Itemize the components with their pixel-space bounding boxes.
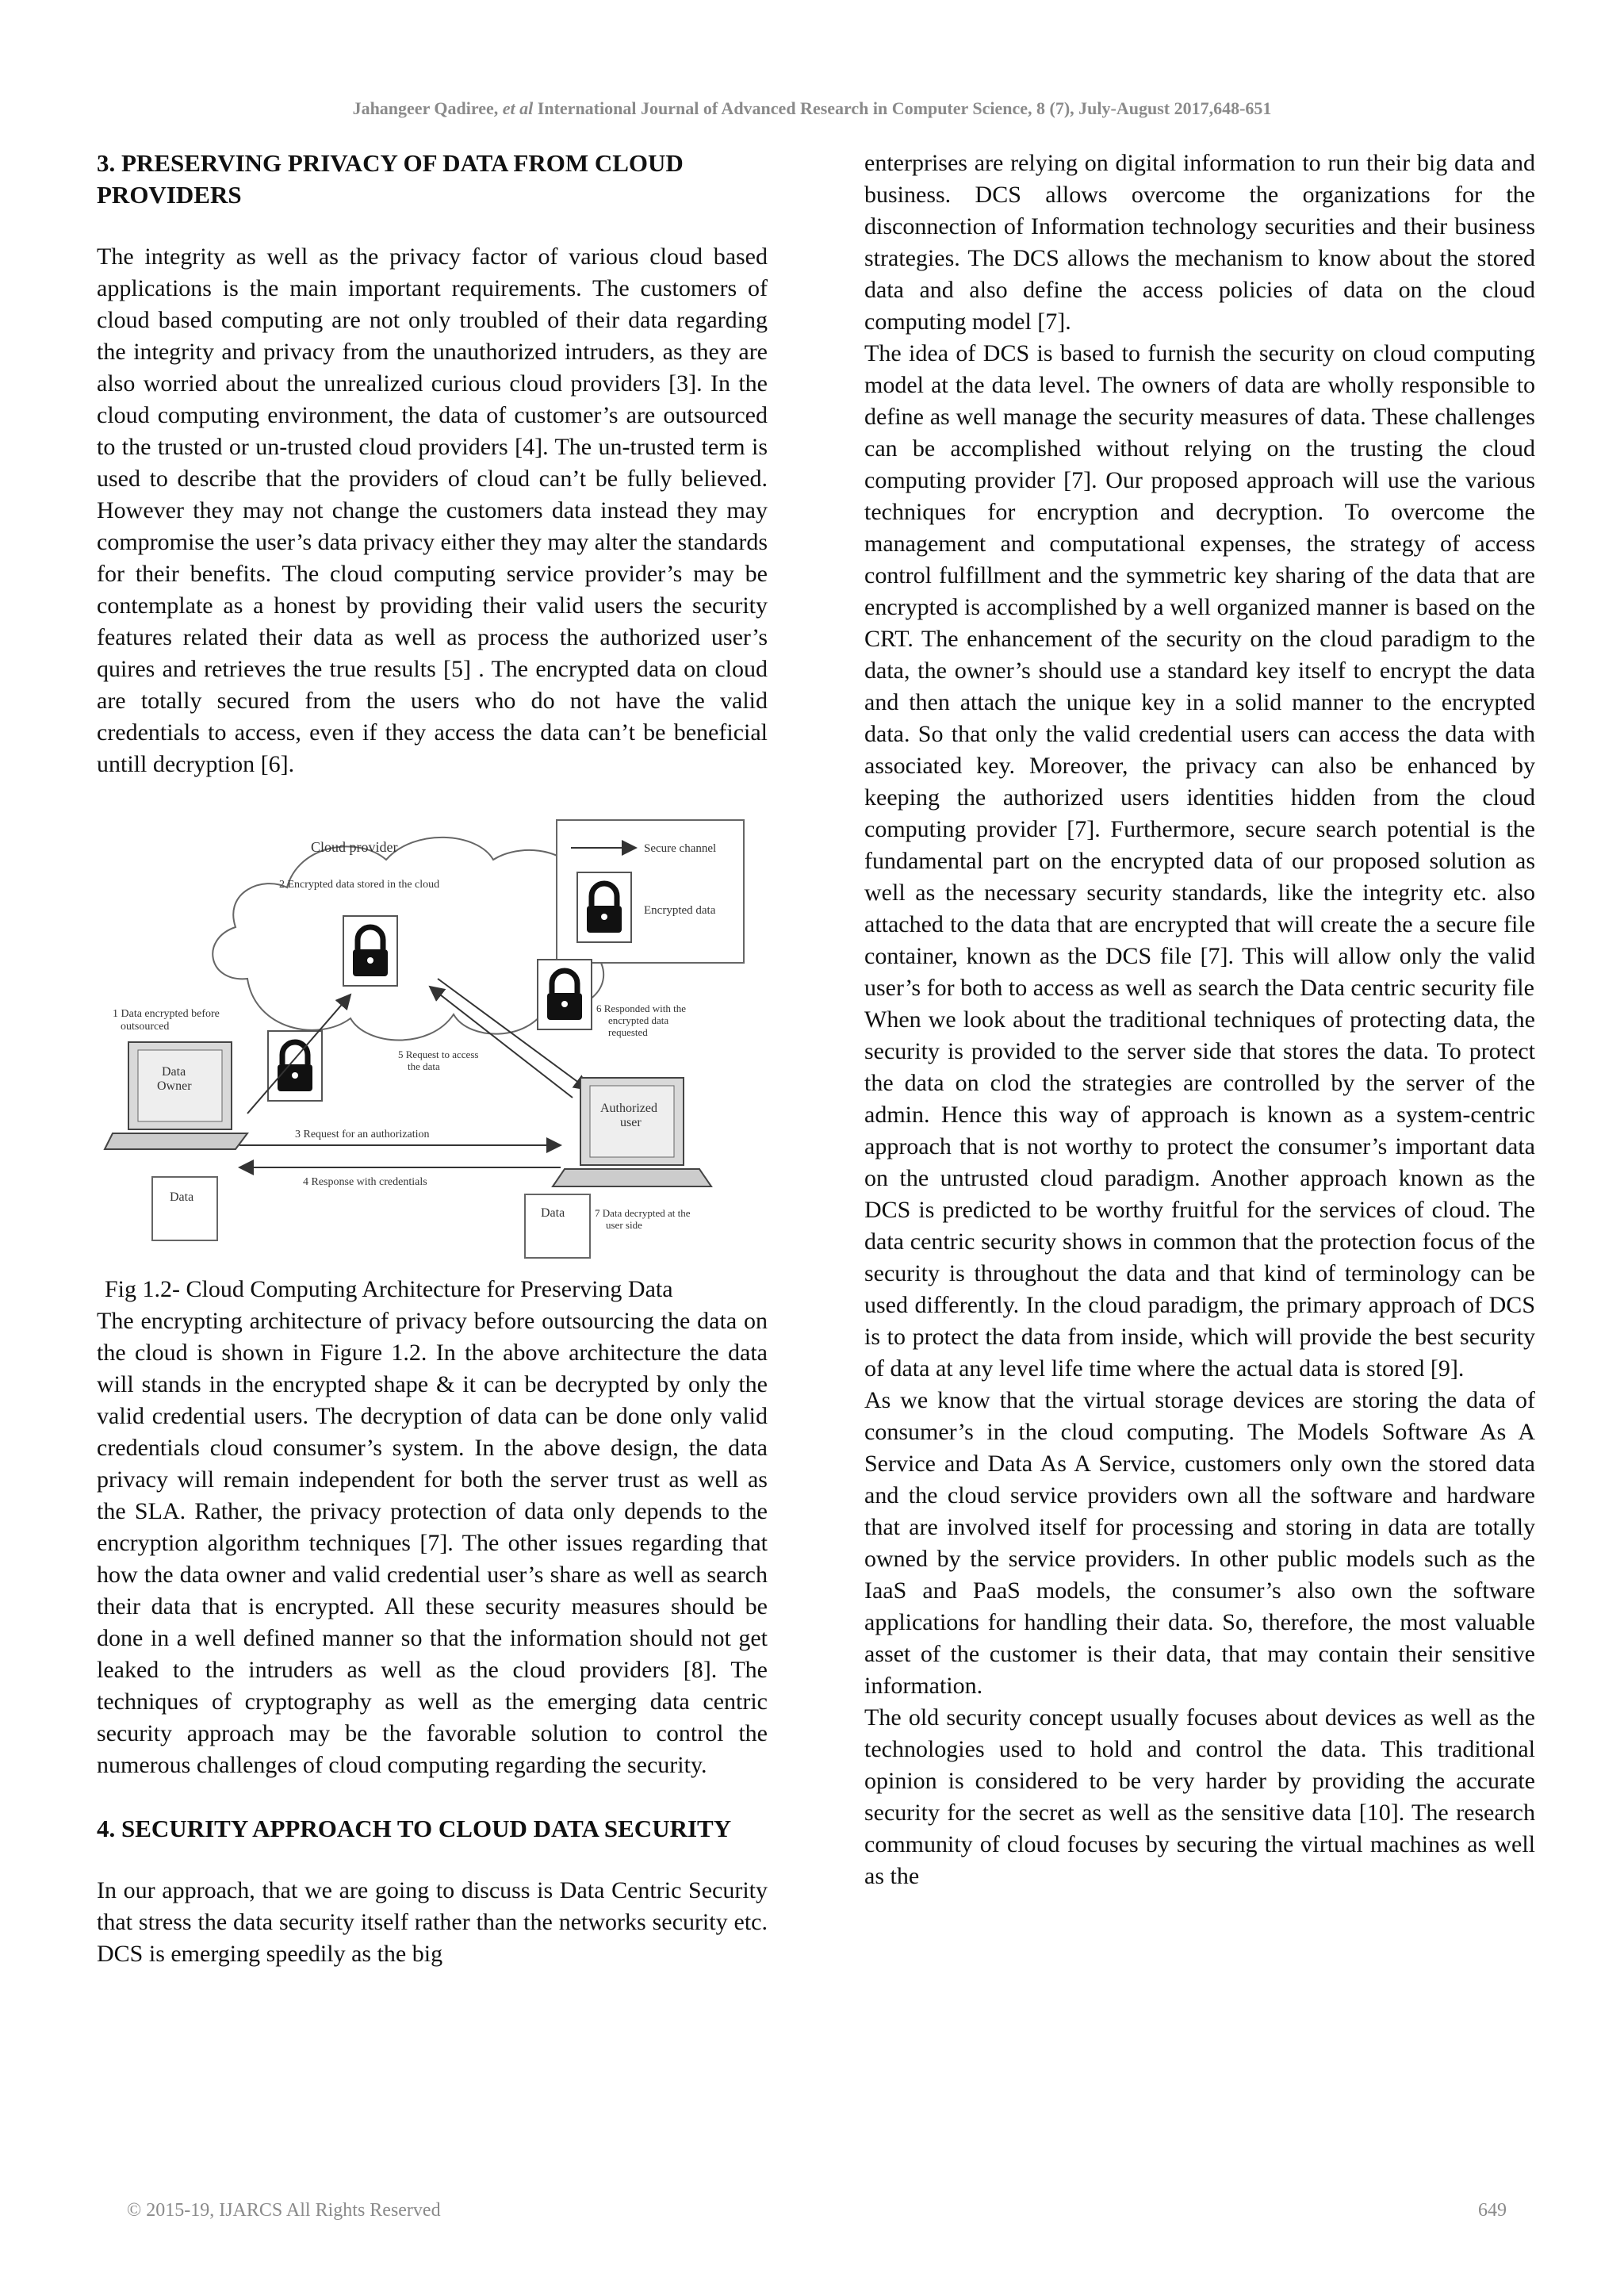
architecture-diagram <box>97 812 768 1274</box>
right-paragraph-1: enterprises are relying on digital information to run their big data and business. DCS allows overcome the organizations for the disconnection of Information technology securities and their business strategies. The DCS allows the mechanism to know about the stored data and also define the access policies of data on the cloud computing model [7]. <box>864 150 1535 335</box>
figure-caption: Fig 1.2- Cloud Computing Architecture for Preserving Data <box>105 1276 673 1302</box>
authorized-user-label-2: user <box>620 1116 642 1129</box>
section-3-paragraph-1: The integrity as well as the privacy factor of various cloud based applications is the main important requirements. The customers of cloud based computing are not only troubled of their data regarding the integrity and privacy from the unauthorized intruders, as they are also worried about the unrealized curious cloud providers [3]. In the cloud computing environment, the data of customer’s are outsourced to the trusted or un-trusted cloud providers [4]. The un-trusted term is used to describe that the providers of cloud can’t be fully believed. However they may not change the customers data instead they may compromise the user’s data privacy either they may alter the standards for their benefits. The cloud computing service provider’s may be contemplate as a honest by providing their valid users the security features related their data as well as process the authorized user’s quires and retrieves the true results [5] . The encrypted data on cloud are totally secured from the users who do not have the valid credentials to access, even if they access the data can’t be beneficial untill decryption [6]. <box>97 243 768 777</box>
authorized-user-label-1: Authorized <box>600 1102 657 1115</box>
right-paragraph-2: The idea of DCS is based to furnish the security on cloud computing model at the data level. The owners of data are wholly responsible to define as well manage the security measures of data. These challenges can be accomplished without relying on the trusting the cloud computing provider [7]. Our proposed approach will use the various techniques for encryption and decryption. To overcome the management and computational expenses, the strategy of access control fulfillment and the symmetric key sharing of the data that are encrypted is accomplished by a well organized manner is based on the CRT. The enhancement of the security on the cloud paradigm to the data, the owner’s should use a standard key itself to encrypt the data and then attach the unique key in a solid manner to the encrypted data. So that only the valid credential users can access the data with associated key. Moreover, the privacy can also be enhanced by keeping the authorized users identities hidden from the cloud computing provider [7]. Furthermore, secure search potential is the fundamental part on the encrypted data of our proposed solution as well as the necessary security standards, like the integrity etc. also attached to the data that are encrypted that will create the a secure file container, known as the DCS file [7]. This will allow only the valid user’s for both to access as well as search the Data centric security file <box>864 340 1535 1001</box>
legend-secure-channel: Secure channel <box>644 842 717 855</box>
header-journal: International Journal of Advanced Research in Computer Science, 8 (7), July-August 2017,648-651 <box>533 98 1272 118</box>
right-paragraph-4: As we know that the virtual storage devices are storing the data of consumer’s in the cloud computing. The Models Software As A Service and Data As A Service, customers only own the stored data and the cloud service providers own all the software and hardware that are involved itself for processing and storing in data are totally owned by the service providers. In other public models such as the IaaS and PaaS models, the consumer’s also own the software applications for handling their data. So, therefore, the most valuable asset of the customer is their data, that may contain their sensitive information. <box>864 1387 1535 1699</box>
step-6-label-3: requested <box>608 1026 648 1038</box>
legend-padlock-icon <box>577 872 631 942</box>
legend-encrypted-data: Encrypted data <box>644 904 716 917</box>
response-padlock-icon <box>538 960 592 1029</box>
data-document-left-icon <box>152 1177 217 1240</box>
owner-padlock-icon <box>268 1031 322 1101</box>
step-1-label-1: 1 Data encrypted before <box>113 1008 220 1020</box>
data-owner-laptop-icon <box>105 1042 247 1149</box>
step-5-label-2: the data <box>408 1060 440 1072</box>
header-author: Jahangeer Qadiree, <box>352 98 503 118</box>
step-4-label: 4 Response with credentials <box>303 1176 427 1188</box>
section-3-paragraph-2: The encrypting architecture of privacy before outsourcing the data on the cloud is shown in Figure 1.2. In the above architecture the data will stands in the encrypted shape & it can be decrypted by only the valid credential users. The decryption of data can be done only valid credentials cloud consumer’s system. In the above design, the data privacy will remain independent for both the server trust as well as the SLA. Rather, the privacy protection of data only depends to the encryption algorithm techniques [7]. The other issues regarding that how the data owner and valid credential user’s share as well as search their data that is encrypted. All these security measures should be done in a well defined manner so that the information should not get leaked to the intruders as well as the cloud providers [8]. The techniques of cryptography as well as the emerging data centric security approach may be the favorable solution to control the numerous challenges of cloud computing regarding the security. <box>97 1308 768 1778</box>
figure-cloud-architecture <box>97 812 768 1274</box>
step-2-label: 2 Encrypted data stored in the cloud <box>279 879 440 891</box>
cloud-padlock-icon <box>343 916 397 986</box>
section-4-paragraph-1: In our approach, that we are going to discuss is Data Centric Security that stress the data security itself rather than the networks security etc. DCS is emerging speedily as the big <box>97 1877 768 1967</box>
section-4-heading: 4. SECURITY APPROACH TO CLOUD DATA SECURITY <box>97 1815 732 1842</box>
step-1-label-2: outsourced <box>121 1021 170 1033</box>
step-3-label: 3 Request for an authorization <box>295 1129 430 1140</box>
running-header <box>0 98 1624 119</box>
footer-copyright: © 2015-19, IJARCS All Rights Reserved <box>127 2200 441 2221</box>
right-column <box>864 148 1535 1892</box>
data-document-left-label: Data <box>170 1190 194 1204</box>
authorized-user-laptop-icon <box>553 1078 711 1186</box>
right-paragraph-5: The old security concept usually focuses about devices as well as the technologies used to hold and control the data. This traditional opinion is considered to be very harder by providing the accurate security for the secret as well as the sensitive data [10]. The research community of cloud focuses by securing the virtual machines as well as the <box>864 1704 1535 1889</box>
data-owner-label-2: Owner <box>157 1079 192 1093</box>
section-3-heading: 3. PRESERVING PRIVACY OF DATA FROM CLOUD PROVIDERS <box>97 149 684 209</box>
right-paragraph-3: When we look about the traditional techniques of protecting data, the security is provided to the server side that stores the data. To protect the data on clod the strategies are controlled by the server of the admin. Hence this way of approach is known as a system-centric approach that is not worthy to protect the consumer’s important data on the untrusted cloud paradigm. Another approach known as the DCS is predicted to be worthy fruitful for the services of cloud. The data centric security shows in common that the protection focus of the security is throughout the data and that kind of terminology can be used differently. In the cloud paradigm, the primary approach of DCS is to protect the data from inside, which will provide the best security of data at any level life time where the actual data is stored [9]. <box>864 1006 1535 1382</box>
step-6-label-1: 6 Responded with the <box>596 1002 687 1014</box>
step-7-label-1: 7 Data decrypted at the <box>595 1207 691 1219</box>
left-column <box>97 148 768 1970</box>
data-document-right-label: Data <box>541 1206 565 1220</box>
footer-page-number: 649 <box>1478 2200 1507 2221</box>
step-7-label-2: user side <box>606 1219 642 1231</box>
data-owner-label-1: Data <box>162 1065 186 1079</box>
step-5-label-1: 5 Request to access <box>398 1048 479 1060</box>
step-6-label-2: encrypted data <box>608 1014 669 1026</box>
data-document-right-icon <box>525 1194 590 1258</box>
cloud-provider-label: Cloud provider <box>311 839 398 855</box>
header-etal: et al <box>502 98 534 118</box>
